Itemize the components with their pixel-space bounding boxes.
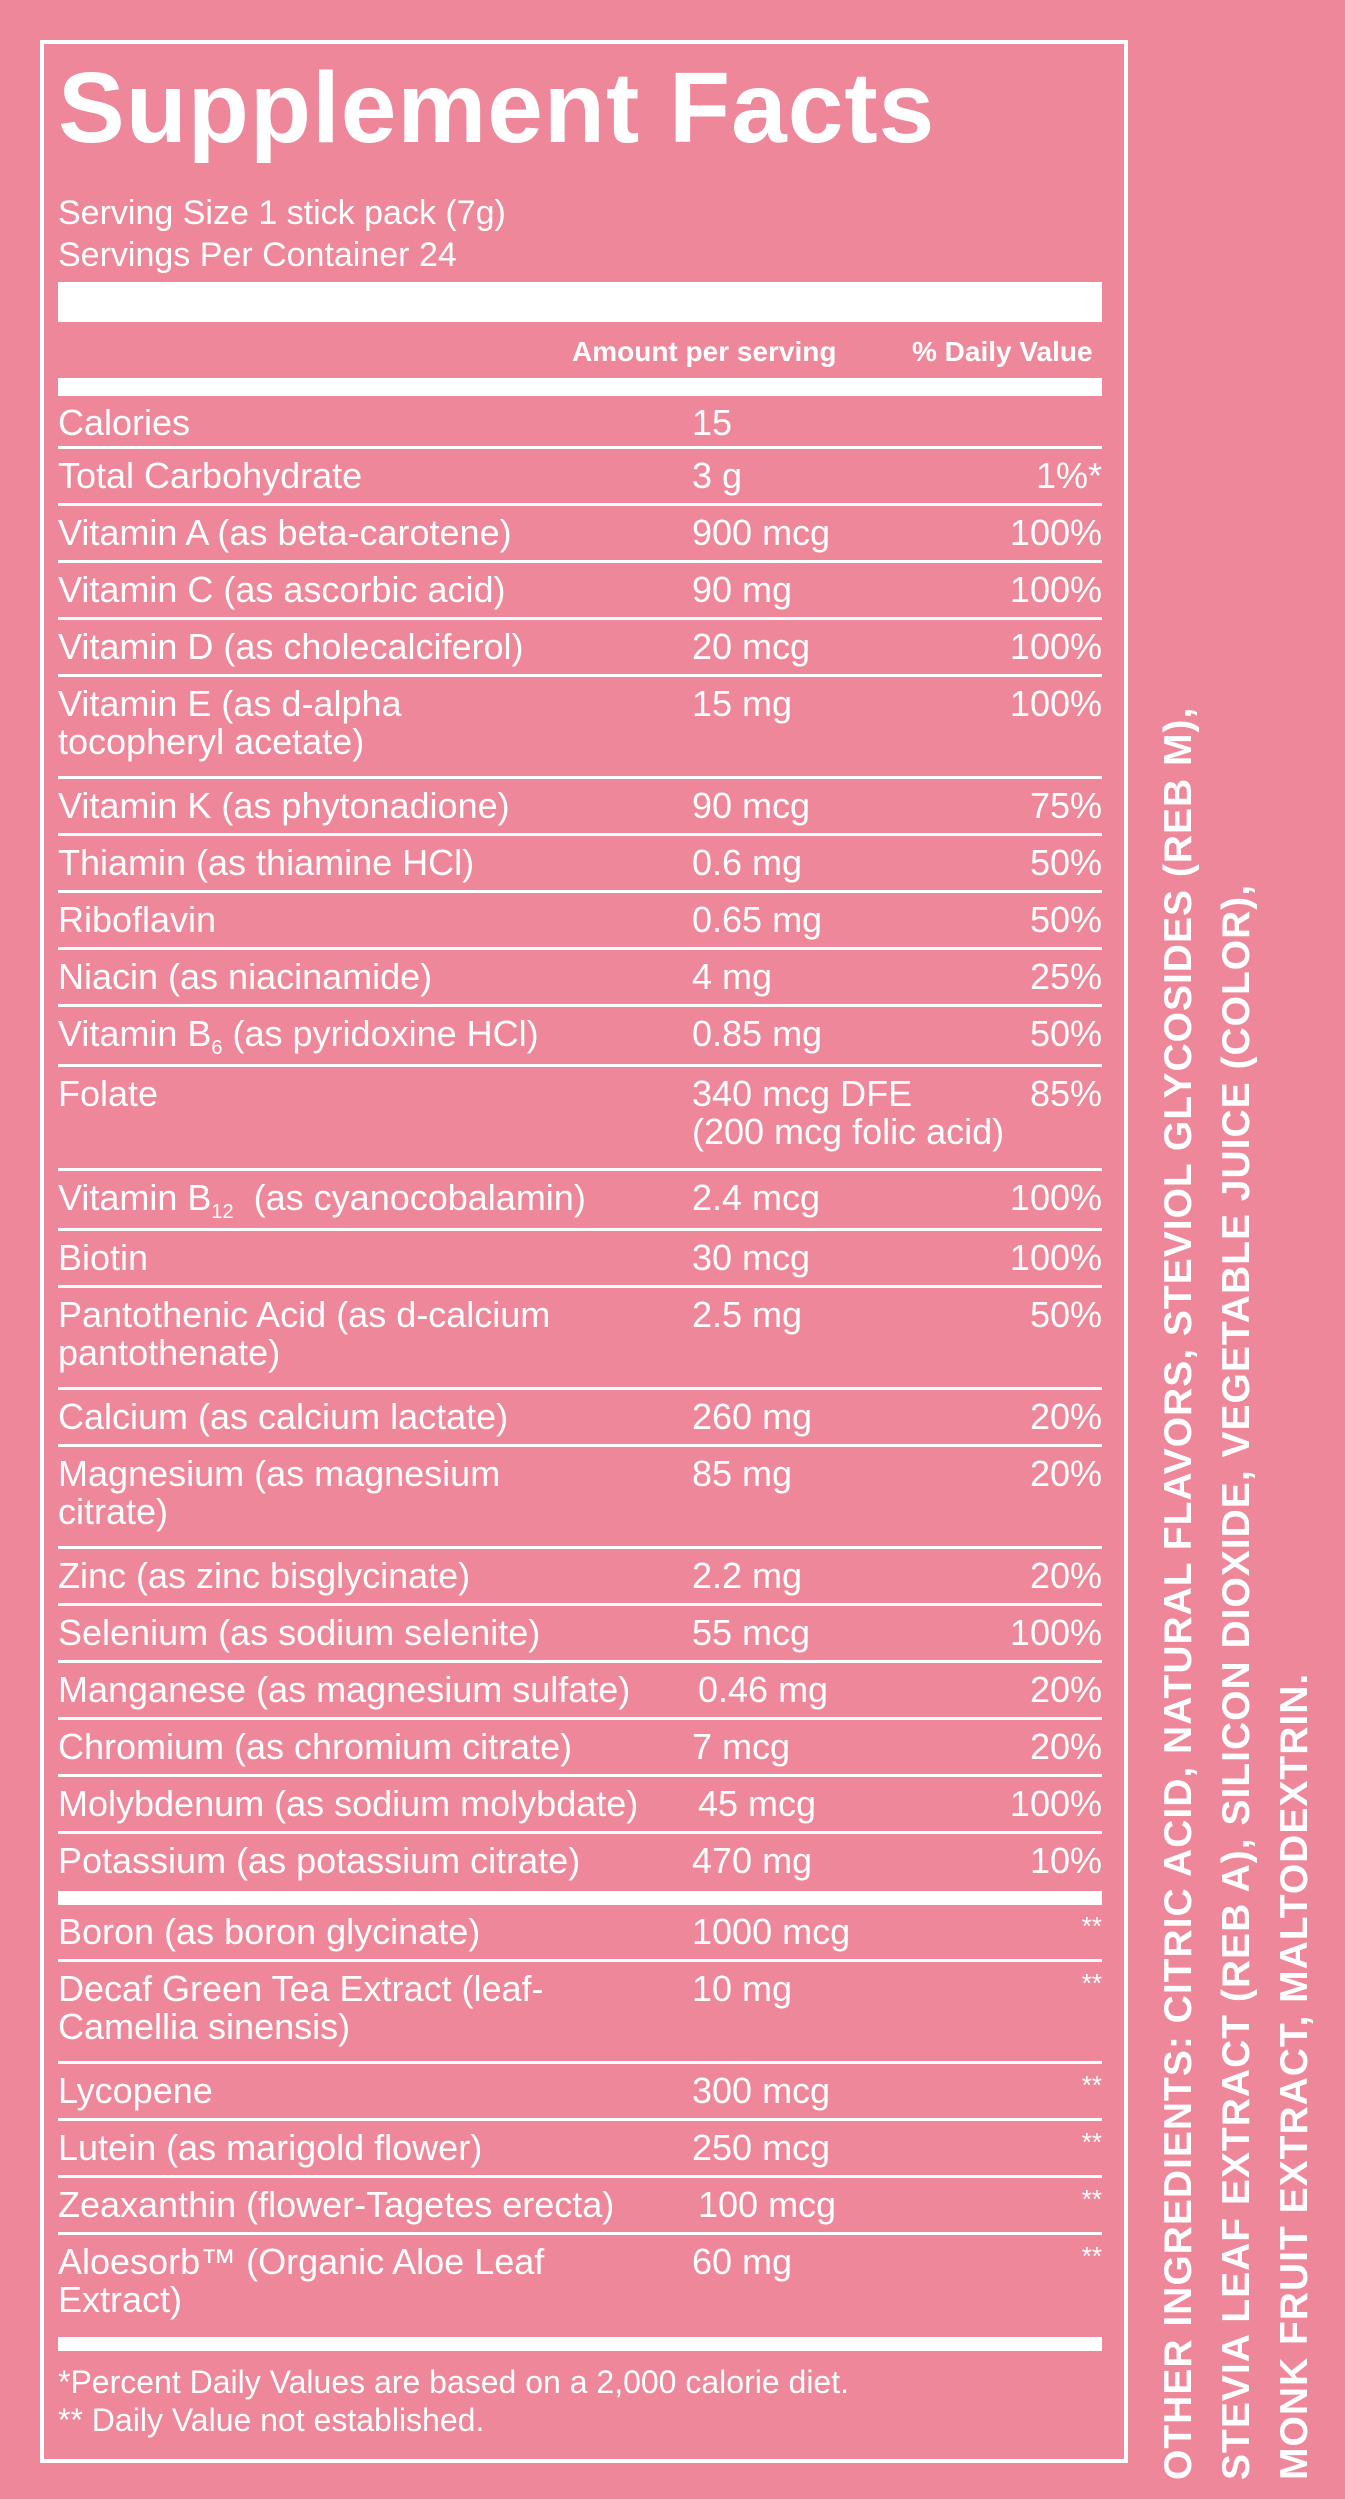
table-row: Thiamin (as thiamine HCl) 0.6 mg 50% [58,836,1102,893]
servings-per-container: Servings Per Container 24 [58,236,457,274]
table-row: Biotin 30 mcg 100% [58,1231,1102,1288]
table-row: Vitamin $B_{12}$ (as cyanocobalamin) 2.4 mcg 100% [58,1171,1102,1231]
table-row: Folate 340 mcg DFE (200 mcg folic acid) 85% [58,1067,1102,1171]
table-row: Vitamin A (as beta-carotene) 900 mcg 100% [58,506,1102,563]
table-row: Riboflavin 0.65 mg 50% [58,893,1102,950]
table-row: Calcium (as calcium lactate) 260 mg 20% [58,1390,1102,1447]
other-ingredients: OTHER INGREDIENTS: CITRIC ACID, NATURAL FLAVORS, STEVIOL GLYCOSIDES (REB M), STEVIA LEAF EXTRACT (REB A), SILICON DIOXIDE, VEGETABLE JUICE (COLOR), MONK FRUIT EXTRACT, MALTODEXTRIN. [1157,706,1316,2480]
table-row: Vitamin D (as cholecalciferol) 20 mcg 100% [58,620,1102,677]
table-row: Zinc (as zinc bisglycinate) 2.2 mg 20% [58,1549,1102,1606]
footnote-not-established: ** Daily Value not established. [58,2402,485,2438]
table-row: Zeaxanthin (flower-Tagetes erecta) 100 mcg ** [58,2178,1102,2235]
header-divider [58,378,1102,396]
table-row: Vitamin K (as phytonadione) 90 mcg 75% [58,779,1102,836]
table-row: Lycopene 300 mcg ** [58,2064,1102,2121]
table-row: Pantothenic Acid (as d-calcium pantothenate) 2.5 mg 50% [58,1288,1102,1390]
header-amount: Amount per serving [572,336,837,367]
footnote-daily-values: *Percent Daily Values are based on a 2,000 calorie diet. [58,2364,849,2400]
table-row: Molybdenum (as sodium molybdate) 45 mcg 100% [58,1777,1102,1834]
table-row: Magnesium (as magnesium citrate) 85 mg 20% [58,1447,1102,1549]
table-row: Selenium (as sodium selenite) 55 mcg 100% [58,1606,1102,1663]
table-row: Chromium (as chromium citrate) 7 mcg 20% [58,1720,1102,1777]
header-daily-value: % Daily Value [912,336,1093,367]
table-row: Total Carbohydrate 3 g 1%* [58,449,1102,506]
section-divider [58,1891,1102,1905]
table-row: Vitamin E (as d-alpha tocopheryl acetate) 15 mg 100% [58,677,1102,779]
table-row: Manganese (as magnesium sulfate) 0.46 mg 20% [58,1663,1102,1720]
table-row: Aloesorb™ (Organic Aloe Leaf Extract) 60 mg ** [58,2241,1102,2320]
footer-divider [58,2337,1102,2351]
table-row: Decaf Green Tea Extract (leaf- Camellia sinensis) 10 mg ** [58,1962,1102,2064]
table-row: Lutein (as marigold flower) 250 mcg ** [58,2121,1102,2178]
panel-title: Supplement Facts [58,52,936,164]
table-row: Vitamin C (as ascorbic acid) 90 mg 100% [58,563,1102,620]
table-row: Niacin (as niacinamide) 4 mg 25% [58,950,1102,1007]
table-row: Vitamin $B_6$ (as pyridoxine HCl) 0.85 mg 50% [58,1007,1102,1067]
table-row: Calories 15 [58,396,1102,449]
table-row: Boron (as boron glycinate) 1000 mcg ** [58,1905,1102,1962]
serving-size: Serving Size 1 stick pack (7g) [58,194,506,232]
table-row: Potassium (as potassium citrate) 470 mg 10% [58,1840,1102,1881]
thick-divider [58,282,1102,322]
